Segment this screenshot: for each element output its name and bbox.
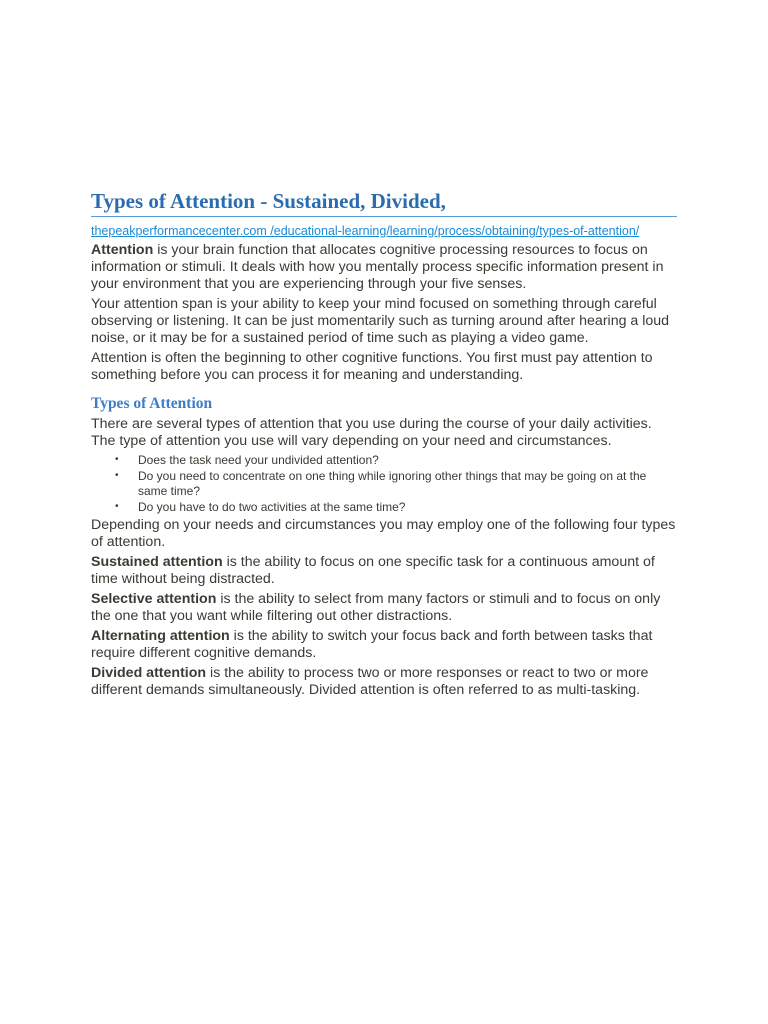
list-item xyxy=(115,453,677,468)
depending-paragraph: Depending on your needs and circumstances you may employ one of the following four types of attention. xyxy=(91,517,676,550)
definition-text: is the ability to process two or more responses or react to two or more different demands simultaneously. Divided attention is often referred to as multi-tasking. xyxy=(91,665,649,698)
definition-term: Selective attention xyxy=(91,591,217,607)
intro-text: is your brain function that allocates cognitive processing resources to focus on information or stimuli. It deals with how you mentally process specific information present in your environment that you are experiencing through your five senses. xyxy=(91,242,664,292)
types-subheading: Types of Attention xyxy=(91,395,213,412)
source-url-link[interactable]: thepeakperformancecenter.com /educational-learning/learning/process/obtaining/types-of-attention/ xyxy=(91,224,640,238)
question-list xyxy=(91,453,677,514)
intro-paragraph xyxy=(91,242,677,293)
list-item xyxy=(115,499,677,515)
definition-term: Alternating attention xyxy=(91,628,230,644)
attention-beginning-paragraph: Attention is often the beginning to other cognitive functions. You first must pay attention to something before you can process it for meaning and understanding. xyxy=(91,350,653,383)
definition-text: is the ability to select from many factors or stimuli and to focus on only the one that you want while filtering out other distractions. xyxy=(91,591,661,624)
list-item-text: Do you need to concentrate on one thing while ignoring other things that may be going on at the same time? xyxy=(138,469,647,498)
definition-alternating xyxy=(91,628,677,662)
document-page xyxy=(91,188,677,702)
list-item-text: Do you have to do two activities at the same time? xyxy=(138,499,406,514)
definition-term: Sustained attention xyxy=(91,554,223,570)
document-title: Types of Attention - Sustained, Divided, xyxy=(91,188,677,217)
definition-selective xyxy=(91,591,677,625)
definition-text: is the ability to focus on one specific task for a continuous amount of time without being distracted. xyxy=(91,554,655,587)
definition-term: Divided attention xyxy=(91,665,207,681)
list-item-text: Does the task need your undivided attention? xyxy=(138,453,379,467)
bullet-icon: • xyxy=(115,500,119,512)
definition-sustained xyxy=(91,554,677,588)
list-item xyxy=(115,469,677,498)
definition-divided xyxy=(91,665,677,699)
bullet-icon: • xyxy=(115,470,119,481)
types-intro-paragraph: There are several types of attention that you use during the course of your daily activities. The type of attention you use will vary depending on your need and circumstances. xyxy=(91,416,652,449)
definition-text: is the ability to switch your focus back and forth between tasks that require different cognitive demands. xyxy=(91,628,653,661)
bullet-icon: • xyxy=(115,454,119,465)
attention-span-paragraph: Your attention span is your ability to keep your mind focused on something through careful observing or listening. It can be just momentarily such as turning around after hearing a loud noise, or it may be for a sustained period of time such as playing a video game. xyxy=(91,296,670,346)
intro-term: Attention xyxy=(91,242,154,258)
